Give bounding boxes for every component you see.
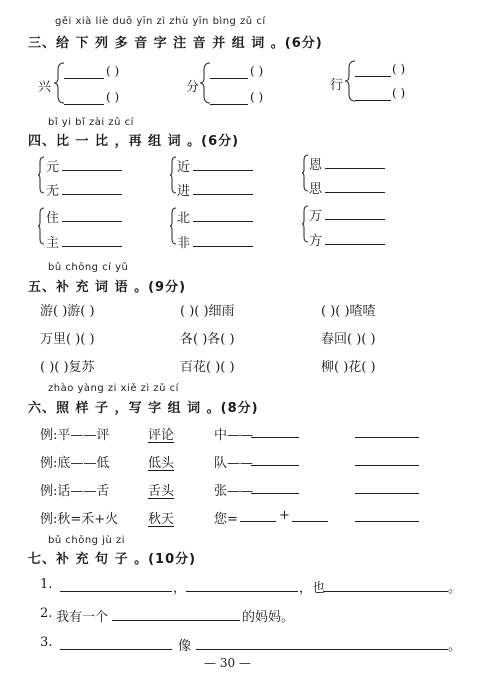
section6-title: 六、照 样 子 ，写 字 组 词 。(8分) bbox=[28, 401, 259, 416]
brace-icon bbox=[345, 60, 357, 102]
pinyin-blank[interactable] bbox=[210, 78, 248, 79]
period: 。 bbox=[448, 581, 462, 596]
word-blank[interactable]: ( ) bbox=[106, 90, 120, 104]
compare-char: 方 bbox=[309, 234, 323, 249]
answer-blank[interactable] bbox=[355, 521, 419, 522]
answer-blank[interactable] bbox=[292, 521, 328, 522]
word-blank[interactable] bbox=[325, 192, 385, 193]
example-text: 例:秋=禾+火 bbox=[40, 512, 119, 527]
brace-icon bbox=[54, 62, 66, 104]
word-blank[interactable]: ( ) bbox=[250, 64, 264, 78]
compare-char: 近 bbox=[177, 160, 191, 175]
word-blank[interactable] bbox=[325, 244, 385, 245]
section7-pinyin: bǔ chōng jù zi bbox=[48, 535, 126, 546]
sentence-text: 我有一个 bbox=[56, 610, 109, 625]
compare-char: 无 bbox=[46, 184, 60, 199]
item-number: 2. bbox=[40, 606, 53, 621]
idiom-blank[interactable]: 游( )游( ) bbox=[40, 304, 95, 319]
section5-pinyin: bǔ chōng cí yǔ bbox=[48, 262, 129, 273]
section3-title: 三、给 下 列 多 音 字 注 音 并 组 词 。(6分) bbox=[28, 36, 323, 51]
idiom-blank[interactable]: ( )( )复苏 bbox=[40, 360, 95, 375]
pinyin-blank[interactable] bbox=[64, 78, 104, 79]
word-blank[interactable]: ( ) bbox=[392, 62, 406, 76]
word-blank[interactable] bbox=[193, 194, 253, 195]
plus-sign: + bbox=[279, 508, 290, 523]
section6-pinyin: zhào yàng zi xiě zì zǔ cí bbox=[48, 383, 179, 394]
sentence-text: 的妈妈。 bbox=[242, 610, 295, 625]
compare-char: 恩 bbox=[309, 158, 323, 173]
compare-char: 万 bbox=[309, 209, 323, 224]
pinyin-blank[interactable] bbox=[355, 76, 391, 77]
word-blank[interactable] bbox=[325, 219, 385, 220]
sentence-blank[interactable] bbox=[186, 591, 298, 592]
idiom-blank[interactable]: 春回( )( ) bbox=[321, 332, 376, 347]
example-word: 评论 bbox=[148, 428, 175, 443]
word-blank[interactable] bbox=[62, 170, 122, 171]
sentence-blank[interactable] bbox=[324, 591, 448, 592]
polyphonic-char: 分 bbox=[186, 80, 200, 95]
idiom-blank[interactable]: 百花( )( ) bbox=[180, 360, 235, 375]
example-word: 舌头 bbox=[148, 484, 175, 499]
example-word: 秋天 bbox=[148, 512, 175, 527]
example-word: 低头 bbox=[148, 456, 175, 471]
idiom-blank[interactable]: 万里( )( ) bbox=[40, 332, 95, 347]
example-text: 例:底——低 bbox=[40, 456, 110, 471]
task-text: 您= bbox=[214, 512, 238, 527]
compare-char: 主 bbox=[46, 236, 60, 251]
pinyin-blank[interactable] bbox=[64, 104, 104, 105]
compare-char: 北 bbox=[177, 211, 191, 226]
word-blank[interactable] bbox=[193, 221, 253, 222]
answer-blank[interactable] bbox=[355, 437, 419, 438]
word-blank[interactable] bbox=[193, 170, 253, 171]
answer-blank[interactable] bbox=[251, 493, 299, 494]
section4-title: 四、比 一 比 ，再 组 词 。(6分) bbox=[28, 134, 240, 149]
answer-blank[interactable] bbox=[355, 465, 419, 466]
answer-blank[interactable] bbox=[251, 437, 299, 438]
item-number: 3. bbox=[40, 635, 53, 650]
word-blank[interactable]: ( ) bbox=[106, 64, 120, 78]
period: 。 bbox=[448, 639, 462, 654]
compare-char: 非 bbox=[177, 236, 191, 251]
sentence-blank[interactable] bbox=[112, 620, 240, 621]
idiom-blank[interactable]: ( )( )细雨 bbox=[180, 304, 235, 319]
brace-icon bbox=[38, 207, 46, 245]
word-blank[interactable] bbox=[62, 194, 122, 195]
word-blank[interactable] bbox=[62, 221, 122, 222]
section5-title: 五、补 充 词 语 。(9分) bbox=[28, 280, 187, 295]
word-blank[interactable] bbox=[325, 168, 385, 169]
compare-char: 进 bbox=[177, 184, 191, 199]
compare-char: 思 bbox=[309, 182, 323, 197]
sentence-text: 像 bbox=[178, 639, 192, 654]
compare-char: 元 bbox=[46, 160, 60, 175]
brace-icon bbox=[38, 156, 46, 194]
comma: ， bbox=[173, 581, 187, 596]
page-number: — 30 — bbox=[204, 656, 251, 670]
section7-title: 七、补 充 句 子 。(10分) bbox=[28, 552, 197, 567]
idiom-blank[interactable]: 柳( )花( ) bbox=[321, 360, 376, 375]
brace-icon bbox=[200, 62, 212, 104]
example-text: 例:话——舌 bbox=[40, 484, 110, 499]
sentence-blank[interactable] bbox=[196, 649, 448, 650]
sentence-blank[interactable] bbox=[60, 591, 172, 592]
word-blank[interactable] bbox=[193, 246, 253, 247]
section3-pinyin: gěi xià liè duō yīn zì zhù yīn bìng zǔ cí bbox=[55, 16, 266, 27]
polyphonic-char: 兴 bbox=[38, 80, 52, 95]
pinyin-blank[interactable] bbox=[210, 104, 248, 105]
sentence-connector: ，也 bbox=[299, 581, 326, 596]
answer-blank[interactable] bbox=[355, 493, 419, 494]
task-text: 张—— bbox=[214, 484, 254, 499]
idiom-blank[interactable]: 各( )各( ) bbox=[180, 332, 235, 347]
word-blank[interactable]: ( ) bbox=[250, 90, 264, 104]
answer-blank[interactable] bbox=[251, 465, 299, 466]
word-blank[interactable]: ( ) bbox=[392, 86, 406, 100]
answer-blank[interactable] bbox=[240, 521, 276, 522]
compare-char: 住 bbox=[46, 211, 60, 226]
item-number: 1. bbox=[40, 577, 53, 592]
task-text: 队—— bbox=[214, 456, 254, 471]
pinyin-blank[interactable] bbox=[355, 100, 391, 101]
task-text: 中—— bbox=[214, 428, 254, 443]
example-text: 例:平——评 bbox=[40, 428, 110, 443]
sentence-blank[interactable] bbox=[60, 649, 172, 650]
section4-pinyin: bǐ yi bǐ zài zǔ cí bbox=[48, 117, 134, 128]
idiom-blank[interactable]: ( )( )喳喳 bbox=[321, 304, 376, 319]
word-blank[interactable] bbox=[62, 246, 122, 247]
polyphonic-char: 行 bbox=[330, 78, 344, 93]
